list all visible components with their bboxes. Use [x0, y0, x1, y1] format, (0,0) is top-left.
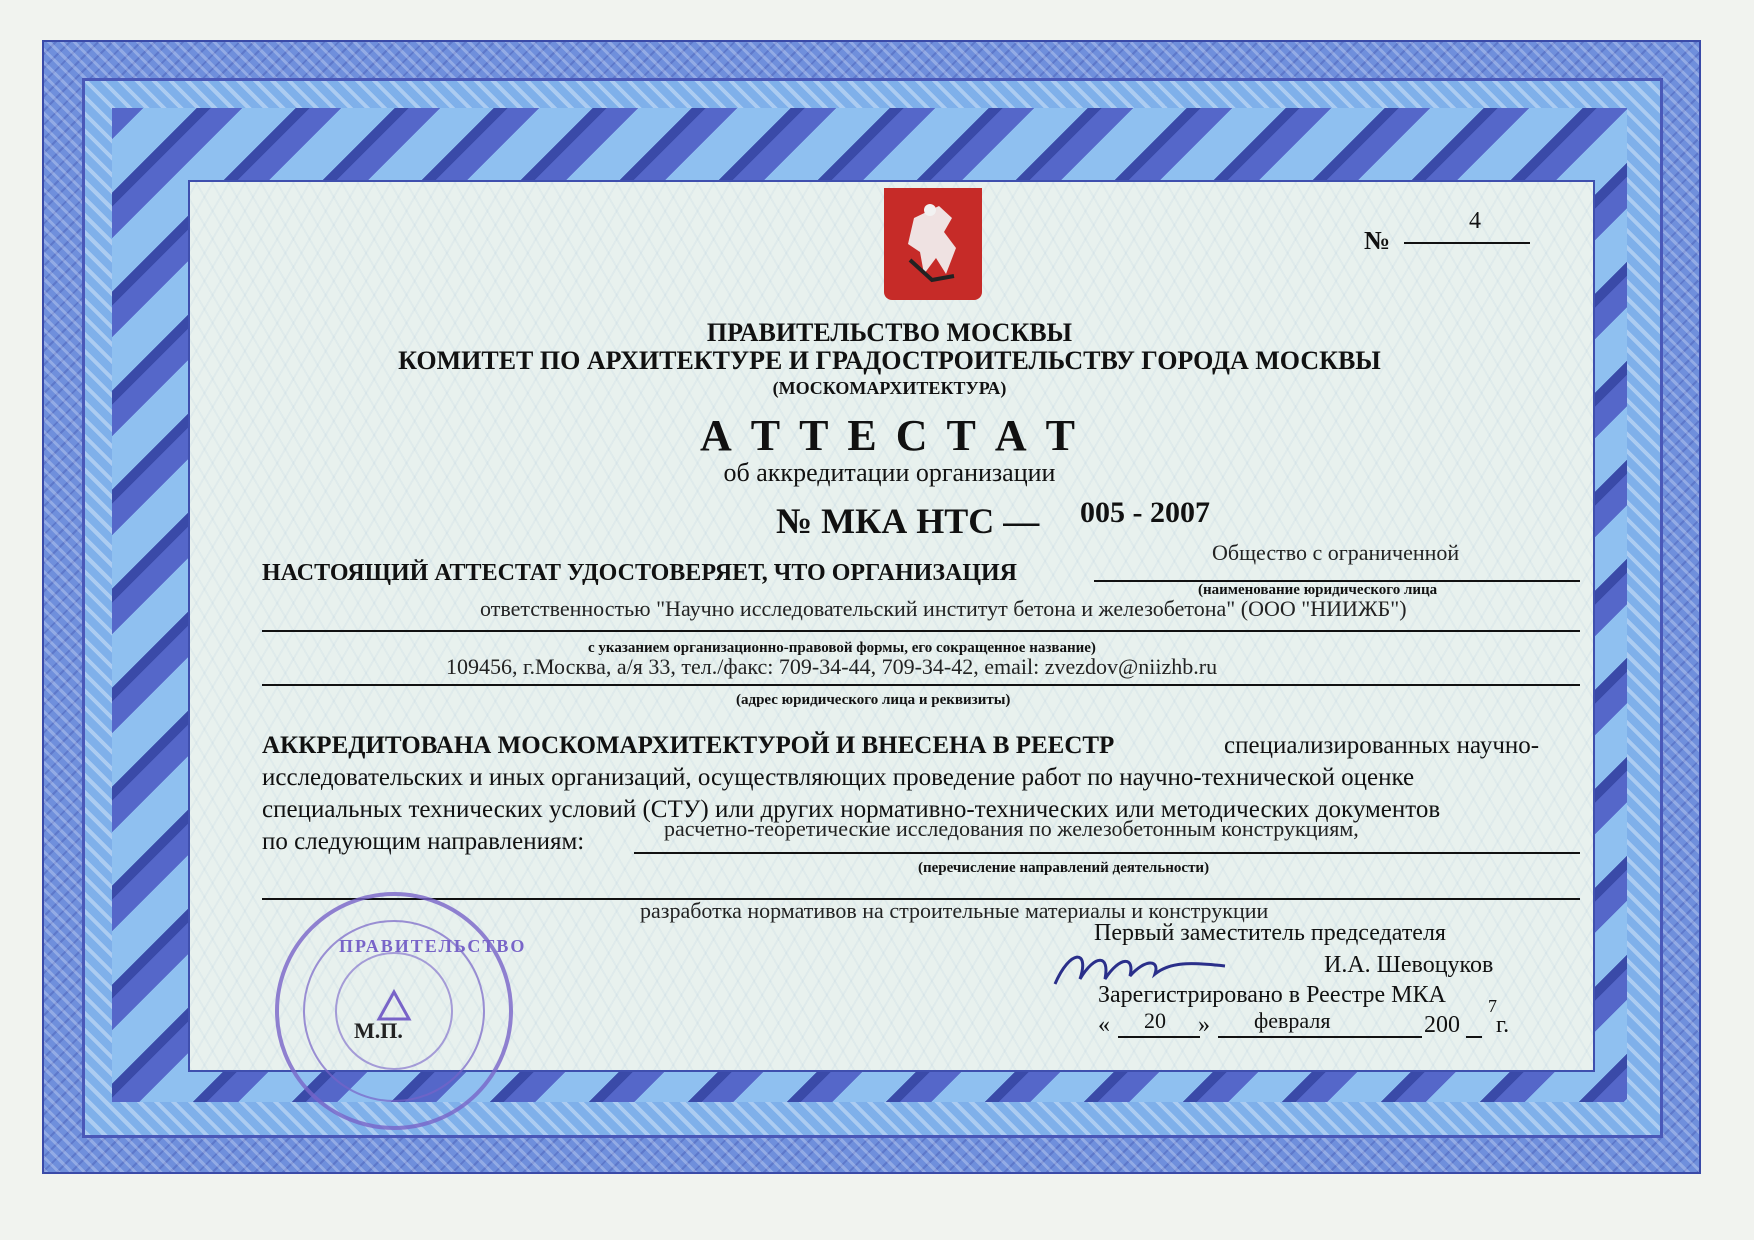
stamp-mp-label: М.П.	[354, 1018, 403, 1043]
cert-number-value: 005 - 2007	[1080, 496, 1210, 529]
date-close-quote: »	[1198, 1012, 1210, 1038]
date-open-quote: «	[1098, 1012, 1110, 1038]
accreditation-lead: АККРЕДИТОВАНА МОСКОМАРХИТЕКТУРОЙ И ВНЕСЕНА В РЕЕСТР	[262, 732, 1115, 759]
organization-name-part1: Общество с ограниченной	[1212, 540, 1460, 565]
accreditation-line2: исследовательских и иных организаций, осуществляющих проведение работ по научно-технической оценке	[262, 764, 1415, 791]
caption-directions: (перечисление направлений деятельности)	[918, 860, 1210, 876]
header-line3: (МОСКОМАРХИТЕКТУРА)	[772, 378, 1007, 398]
cert-number-prefix: № МКА НТС —	[776, 501, 1040, 541]
signatory-position: Первый заместитель председателя	[1094, 920, 1446, 946]
document-subtitle: об аккредитации организации	[723, 458, 1056, 487]
direction-2: разработка нормативов на строительные материалы и конструкции	[640, 898, 1269, 923]
registered-text: Зарегистрировано в Реестре МКА	[1098, 982, 1446, 1008]
caption-address: (адрес юридического лица и реквизиты)	[736, 692, 1011, 708]
direction-line1	[634, 852, 1580, 854]
accreditation-line3: специальных технических условий (СТУ) или других нормативно-технических или методических документов	[262, 796, 1441, 823]
signatory-name: И.А. Шевоцуков	[1324, 952, 1494, 978]
accreditation-line1-rest: специализированных научно-	[1224, 732, 1540, 759]
date-year-prefix: 200	[1424, 1012, 1460, 1038]
date-year-underline	[1466, 1036, 1482, 1038]
number-value: 4	[1469, 208, 1481, 234]
header-line2: КОМИТЕТ ПО АРХИТЕКТУРЕ И ГРАДОСТРОИТЕЛЬСТВУ ГОРОДА МОСКВЫ	[398, 346, 1381, 375]
organization-name-part2: ответственностью "Научно исследовательский институт бетона и железобетона" (ООО "НИИЖБ")	[480, 596, 1407, 621]
caption-legal-name: (наименование юридического лица	[1198, 582, 1438, 598]
number-label: №	[1364, 226, 1391, 255]
date-day: 20	[1144, 1008, 1166, 1033]
document-title: А Т Т Е С Т А Т	[699, 411, 1080, 460]
stamp-top-text: ПРАВИТЕЛЬСТВО	[339, 936, 527, 956]
moscow-coat-of-arms-icon	[884, 188, 982, 300]
organization-address: 109456, г.Москва, а/я 33, тел./факс: 709-34-44, 709-34-42, email: zvezdov@niizhb.ru	[446, 654, 1218, 679]
accreditation-line4-lead: по следующим направлениям:	[262, 828, 585, 855]
organization-lead: НАСТОЯЩИЙ АТТЕСТАТ УДОСТОВЕРЯЕТ, ЧТО ОРГАНИЗАЦИЯ	[262, 560, 1018, 586]
official-stamp	[275, 892, 527, 1130]
organization-line3	[262, 684, 1580, 686]
caption-legal-form: с указанием организационно-правовой формы, его сокращенное название)	[588, 640, 1096, 656]
direction-1: расчетно-теоретические исследования по железобетонным конструкциям,	[664, 816, 1359, 841]
date-day-underline	[1118, 1036, 1200, 1038]
number-underline	[1404, 242, 1530, 244]
header-line1: ПРАВИТЕЛЬСТВО МОСКВЫ	[706, 318, 1073, 347]
date-month: февраля	[1254, 1008, 1331, 1033]
organization-line2	[262, 630, 1580, 632]
date-month-underline	[1218, 1036, 1422, 1038]
date-year-suffix: г.	[1496, 1012, 1510, 1038]
date-year-digit: 7	[1488, 996, 1497, 1016]
